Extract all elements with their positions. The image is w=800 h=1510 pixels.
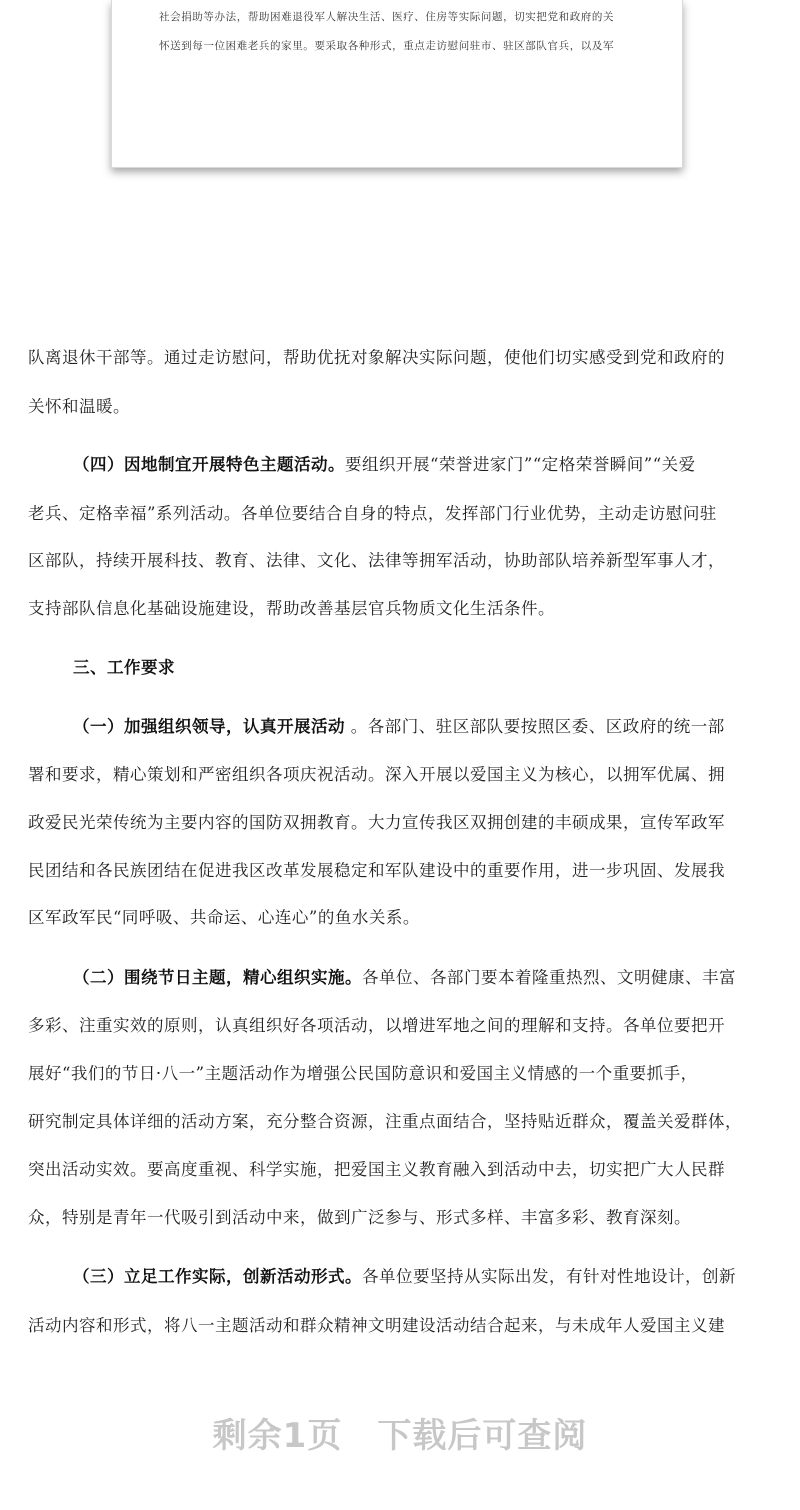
paragraph-line: 区部队，持续开展科技、教育、法律、文化、法律等拥军活动，协助部队培养新型军事人才， <box>28 551 725 570</box>
paragraph-first-line <box>73 715 778 739</box>
section-heading: 三、工作要求 <box>73 658 175 677</box>
paragraph-line: 展好“我们的节日·八一”主题活动作为增强公民国防意识和爱国主义情感的一个重要抓手， <box>28 1064 698 1083</box>
paragraph-line: 队离退休干部等。通过走访慰问，帮助优抚对象解决实际问题，使他们切实感受到党和政府的 <box>28 348 725 367</box>
preview-page-card <box>111 0 683 168</box>
paragraph-heading: （三）立足工作实际，创新活动形式。 <box>73 1267 362 1286</box>
paragraph-first-line <box>73 1265 778 1289</box>
paragraph-text: 要组织开展“荣誉进家门”“定格荣誉瞬间”“关爱 <box>345 455 696 474</box>
paragraph-line: 支持部队信息化基础设施建设，帮助改善基层官兵物质文化生活条件。 <box>28 599 555 618</box>
paragraph-line: 活动内容和形式，将八一主题活动和群众精神文明建设活动结合起来，与未成年人爱国主义建 <box>28 1316 725 1335</box>
paragraph-first-line <box>73 966 778 990</box>
paragraph-heading: （一）加强组织领导，认真开展活动 <box>73 717 345 736</box>
paragraph-line: 众，特别是青年一代吸引到活动中来，做到广泛参与、形式多样、丰富多彩、教育深刻。 <box>28 1208 691 1227</box>
paragraph-line: 关怀和温暖。 <box>28 397 130 416</box>
preview-line-2: 怀送到每一位困难老兵的家里。要采取各种形式，重点走访慰问驻市、驻区部队官兵，以及军 <box>159 40 615 52</box>
paragraph-heading: （二）围绕节日主题，精心组织实施。 <box>73 968 362 987</box>
paragraph-line: 民团结和各民族团结在促进我区改革发展稳定和军队建设中的重要作用，进一步巩固、发展我 <box>28 861 725 880</box>
paragraph-line: 政爱民光荣传统为主要内容的国防双拥教育。大力宣传我区双拥创建的丰硕成果，宣传军政军 <box>28 813 725 832</box>
paragraph-line: 区军政军民“同呼吸、共命运、心连心”的鱼水关系。 <box>28 908 420 927</box>
paragraph-line: 突出活动实效。要高度重视、科学实施，把爱国主义教育融入到活动中去，切实把广大人民群 <box>28 1160 725 1179</box>
paragraph-text: 各单位要坚持从实际出发，有针对性地设计，创新 <box>362 1267 736 1286</box>
preview-line-1: 社会捐助等办法，帮助困难退役军人解决生活、医疗、住房等实际问题，切实把党和政府的关 <box>159 11 615 23</box>
remaining-pages-notice[interactable]: 剩余1页 下载后可查阅 <box>212 1416 588 1456</box>
paragraph-text: 各单位、各部门要本着隆重热烈、文明健康、丰富 <box>362 968 736 987</box>
paragraph-first-line <box>73 453 778 477</box>
paragraph-line: 署和要求，精心策划和严密组织各项庆祝活动。深入开展以爱国主义为核心，以拥军优属、拥 <box>28 765 725 784</box>
paragraph-line: 老兵、定格幸福”系列活动。各单位要结合自身的特点，发挥部门行业优势，主动走访慰问驻 <box>28 504 717 523</box>
paragraph-text: 。各部门、驻区部队要按照区委、区政府的统一部 <box>345 717 725 736</box>
paragraph-line: 研究制定具体详细的活动方案，充分整合资源，注重点面结合，坚持贴近群众，覆盖关爱群体， <box>28 1112 742 1131</box>
paragraph-heading: （四）因地制宜开展特色主题活动。 <box>73 455 345 474</box>
paragraph-line: 多彩、注重实效的原则，认真组织好各项活动，以增进军地之间的理解和支持。各单位要把开 <box>28 1016 725 1035</box>
